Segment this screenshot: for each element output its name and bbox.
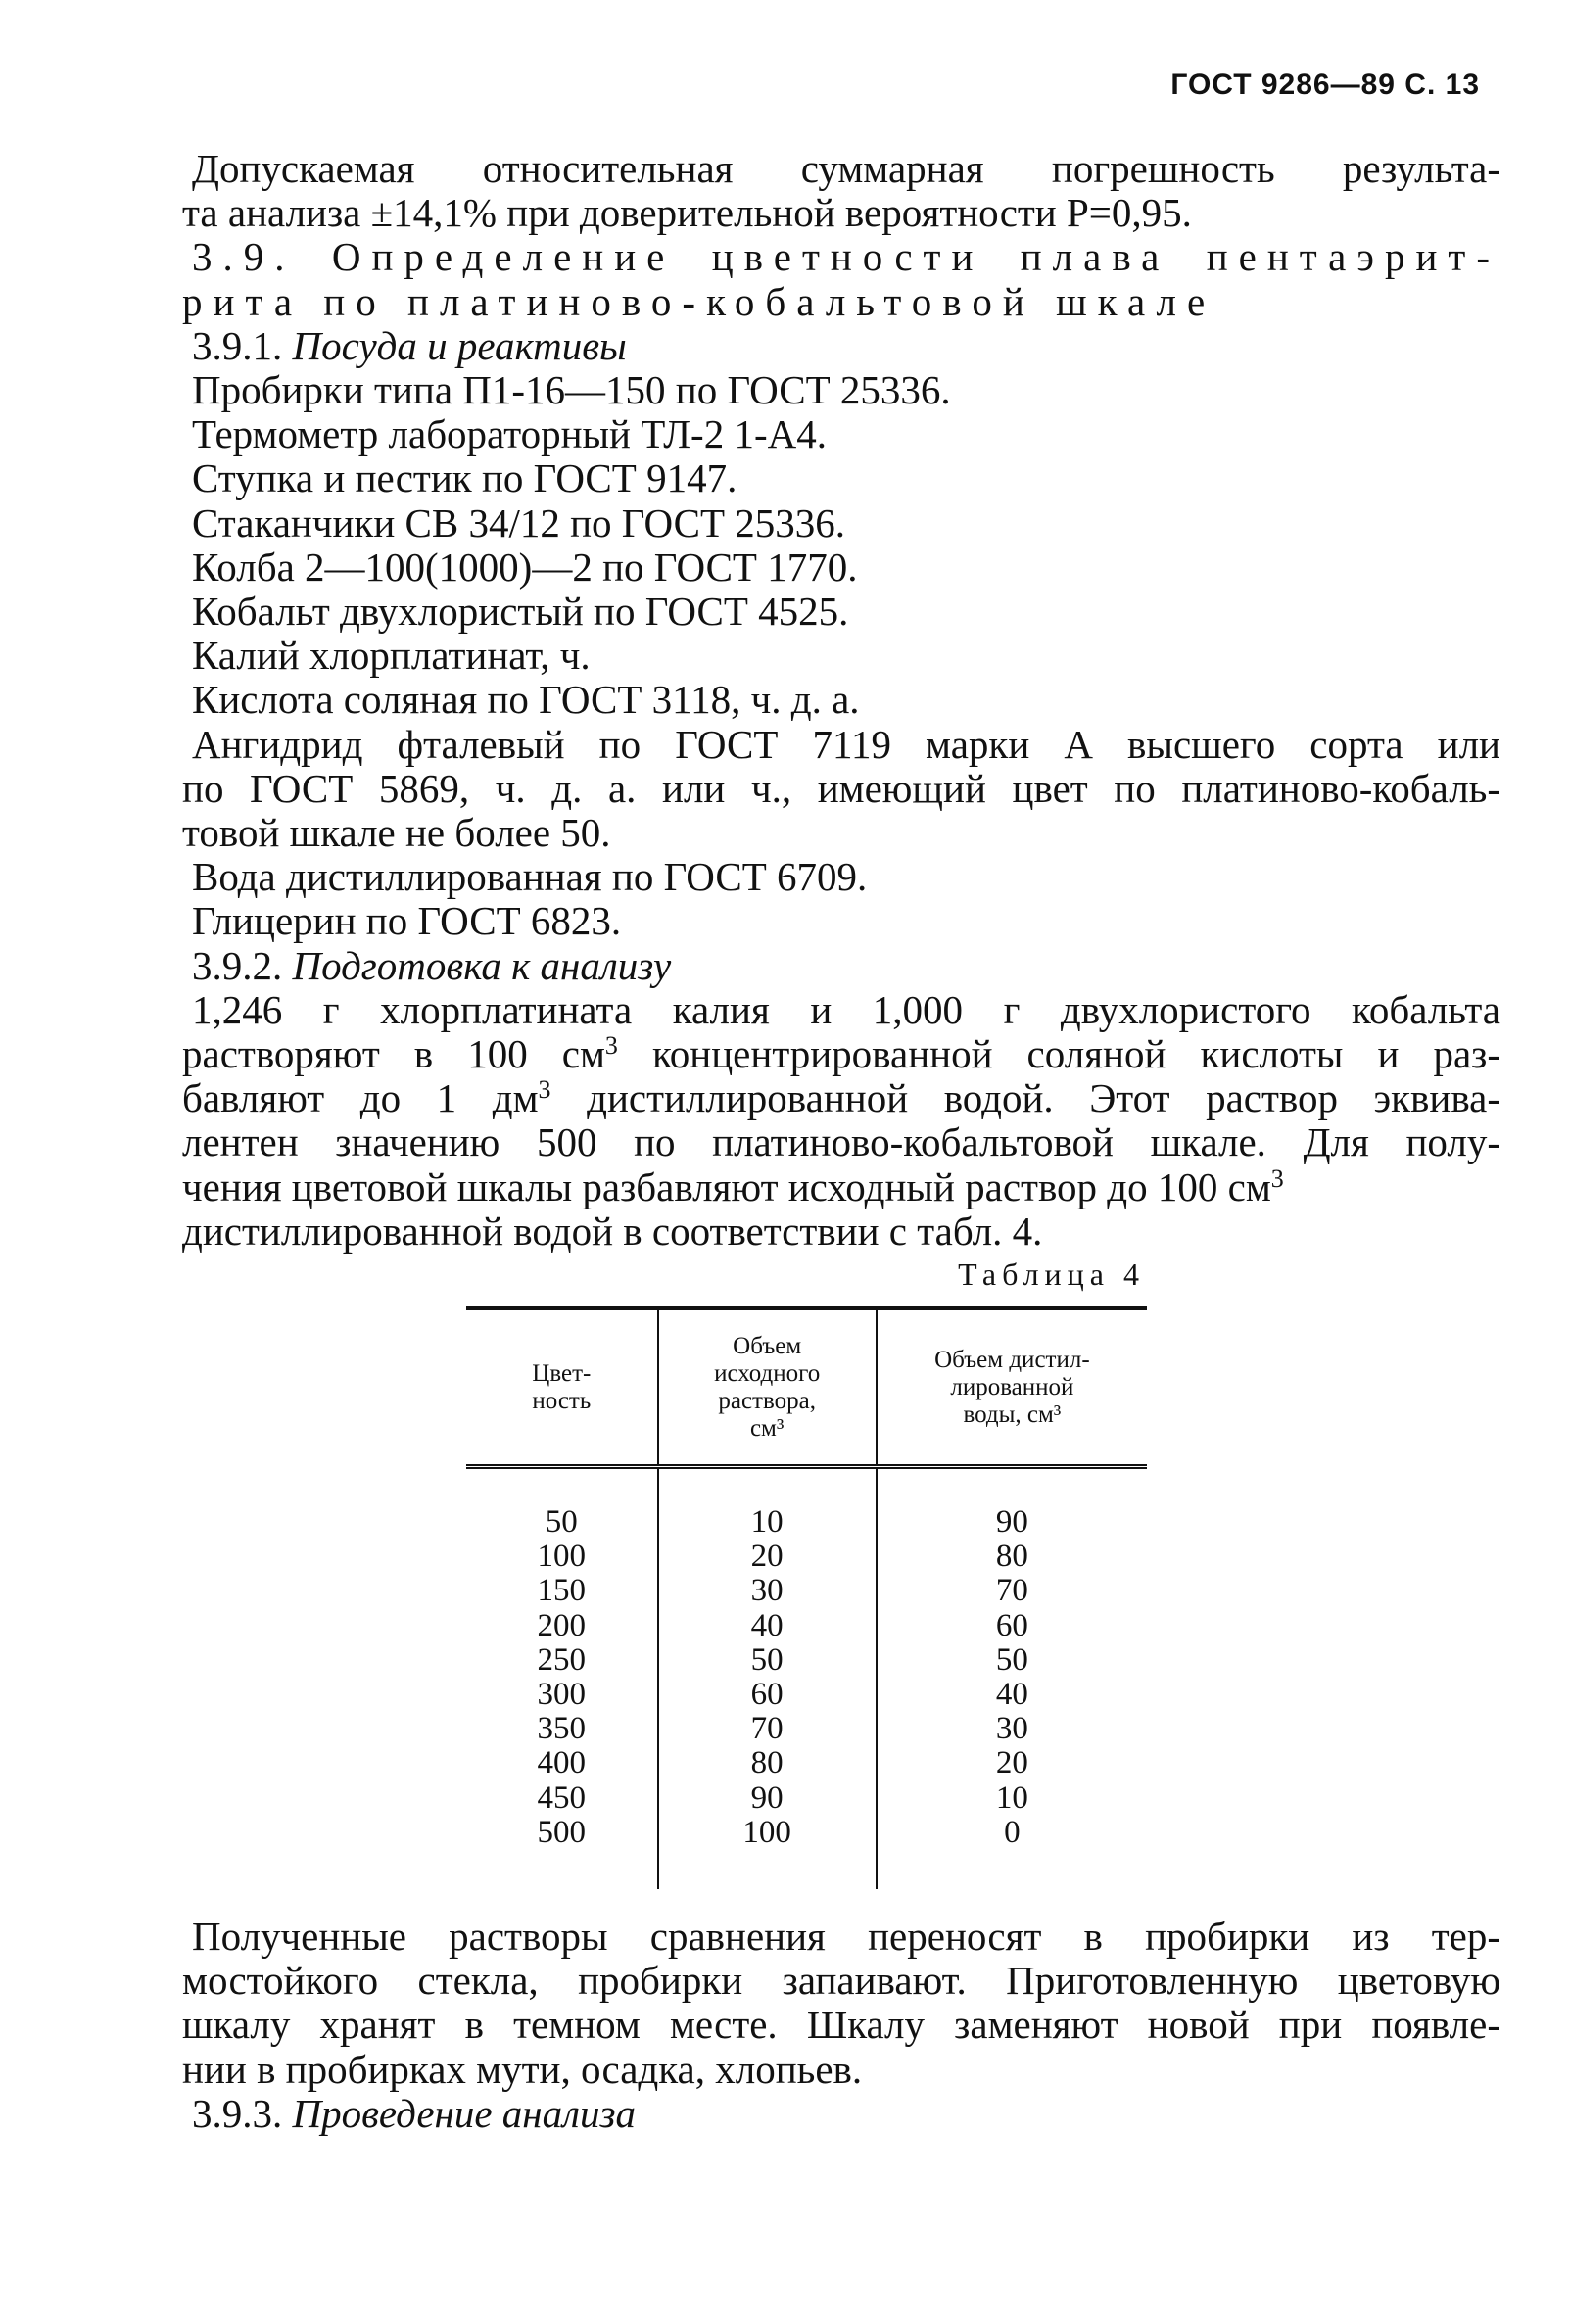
text-line: чения цветовой шкалы разбавляют исходный раствор до 100 $см^3$ bbox=[182, 1163, 1284, 1209]
table-cell: 450 bbox=[537, 1779, 587, 1816]
text-line: бавляют до 1 $дм^3$ дистиллированной водой. Этот раствор эквива- bbox=[182, 1075, 1500, 1121]
table-row bbox=[466, 1678, 1147, 1712]
table-row bbox=[466, 1609, 1147, 1643]
text-line: товой шкале не более 50. bbox=[182, 810, 611, 856]
reagent-item: Ангидрид фталевый по ГОСТ 7119 марки А высшего сорта или bbox=[192, 721, 1500, 767]
subsection-heading bbox=[182, 324, 1500, 368]
reagent-item: Пробирки типа П1-16—150 по ГОСТ 25336. bbox=[192, 367, 951, 413]
document-body-continued bbox=[182, 1915, 1500, 2136]
table-cell: 70 bbox=[658, 1712, 877, 1746]
table-cell: 60 bbox=[877, 1609, 1147, 1643]
table-cell: 20 bbox=[658, 1540, 877, 1574]
table-cell: 10 bbox=[877, 1781, 1147, 1816]
table-cell: 350 bbox=[537, 1711, 587, 1747]
table-row bbox=[466, 1574, 1147, 1608]
table-cell: 100 bbox=[537, 1539, 587, 1575]
reagent-item: Стаканчики СВ 34/12 по ГОСТ 25336. bbox=[192, 499, 845, 545]
table-cell: 60 bbox=[658, 1678, 877, 1712]
reagent-item: Вода дистиллированная по ГОСТ 6709. bbox=[192, 854, 868, 900]
subsection-heading bbox=[182, 944, 1500, 988]
table-row bbox=[466, 1712, 1147, 1746]
document-body bbox=[182, 147, 1500, 1254]
table-cell: 50 bbox=[877, 1643, 1147, 1678]
table-cell: 90 bbox=[658, 1781, 877, 1816]
table-cell: 40 bbox=[658, 1609, 877, 1643]
superscript: 3 bbox=[538, 1075, 551, 1105]
table-cell: 80 bbox=[658, 1746, 877, 1780]
text-line: дистиллированной водой в соответствии с табл. 4. bbox=[182, 1208, 1043, 1254]
table-cell: 20 bbox=[877, 1746, 1147, 1780]
table-cell: 200 bbox=[537, 1607, 587, 1643]
table-cell: 10 bbox=[658, 1467, 877, 1541]
section-heading-line-2: рита по платиново-кобальтовой шкале bbox=[182, 278, 1216, 324]
reagent-item: Кобальт двухлористый по ГОСТ 4525. bbox=[192, 589, 849, 635]
table-row bbox=[466, 1781, 1147, 1816]
table-cell: 300 bbox=[537, 1677, 587, 1713]
table-cell: 500 bbox=[537, 1814, 587, 1850]
text-line: лентен значению 500 по платиново-кобальтовой шкале. Для полу- bbox=[182, 1119, 1500, 1165]
table-cell: 50 bbox=[545, 1504, 578, 1540]
table-cell: 50 bbox=[658, 1643, 877, 1678]
table-header-row bbox=[466, 1308, 1147, 1467]
text-line: та анализа ±14,1% при доверительной вероятности P=0,95. bbox=[182, 190, 1192, 236]
section-heading-line-1: 3.9. Определение цветности плава пентаэрит- bbox=[192, 234, 1500, 280]
subsection-heading bbox=[182, 2092, 1500, 2136]
reagent-item: Глицерин по ГОСТ 6823. bbox=[192, 898, 622, 944]
table-cell: 30 bbox=[877, 1712, 1147, 1746]
color-scale-table bbox=[466, 1306, 1147, 1889]
table-row bbox=[466, 1467, 1147, 1541]
header-initial-solution-volume: Объем исходного раствора, см³ bbox=[658, 1308, 877, 1467]
subsection-number: 3.9.1. bbox=[192, 322, 283, 368]
table-cell: 70 bbox=[877, 1574, 1147, 1608]
table-caption: Таблица 4 bbox=[958, 1257, 1145, 1292]
table-cell: 40 bbox=[877, 1678, 1147, 1712]
reagent-item: Ступка и пестик по ГОСТ 9147. bbox=[192, 455, 737, 501]
superscript: 3 bbox=[1270, 1163, 1284, 1193]
subsection-number: 3.9.2. bbox=[192, 942, 283, 988]
text-line: по ГОСТ 5869, ч. д. а. или ч., имеющий цвет по платиново-кобаль- bbox=[182, 765, 1500, 811]
table-row bbox=[466, 1816, 1147, 1889]
subsection-title: Проведение анализа bbox=[292, 2090, 637, 2136]
reagent-item: Термометр лабораторный ТЛ-2 1-А4. bbox=[192, 411, 827, 457]
reagent-item: Кислота соляная по ГОСТ 3118, ч. д. а. bbox=[192, 677, 860, 723]
table-cell: 0 bbox=[877, 1816, 1147, 1889]
subsection-number: 3.9.3. bbox=[192, 2090, 283, 2136]
subsection-title: Подготовка к анализу bbox=[292, 942, 672, 988]
table-row bbox=[466, 1746, 1147, 1780]
table-cell: 30 bbox=[658, 1574, 877, 1608]
reagent-item: Колба 2—100(1000)—2 по ГОСТ 1770. bbox=[192, 544, 858, 590]
reagent-item: Калий хлорплатинат, ч. bbox=[192, 633, 591, 679]
table-cell: 100 bbox=[658, 1816, 877, 1889]
text-line: мостойкого стекла, пробирки запаивают. Приготовленную цветовую bbox=[182, 1958, 1500, 2004]
subsection-title: Посуда и реактивы bbox=[292, 322, 627, 368]
table-cell: 400 bbox=[537, 1745, 587, 1781]
header-distilled-water-volume: Объем дистил- лированной воды, см³ bbox=[877, 1308, 1147, 1467]
text-line: Допускаемая относительная суммарная погрешность результа- bbox=[192, 146, 1500, 191]
superscript: 3 bbox=[604, 1031, 618, 1061]
text-line: 1,246 г хлорплатината калия и 1,000 г двухлористого кобальта bbox=[192, 986, 1500, 1032]
text-line: нии в пробирках мути, осадка, хлопьев. bbox=[182, 2046, 863, 2092]
table-row bbox=[466, 1643, 1147, 1678]
text-line: растворяют в 100 $см^3$ концентрированной соляной кислоты и раз- bbox=[182, 1031, 1500, 1077]
header-color: Цвет- ность bbox=[466, 1308, 658, 1467]
table-cell: 250 bbox=[537, 1641, 587, 1678]
page-header: ГОСТ 9286—89 С. 13 bbox=[1170, 69, 1480, 101]
table-cell: 80 bbox=[877, 1540, 1147, 1574]
text-line: шкалу хранят в темном месте. Шкалу заменяют новой при появле- bbox=[182, 2002, 1500, 2048]
table-row bbox=[466, 1540, 1147, 1574]
table-cell: 150 bbox=[537, 1573, 587, 1609]
text-line: Полученные растворы сравнения переносят в пробирки из тер- bbox=[192, 1914, 1500, 1959]
table-cell: 90 bbox=[877, 1467, 1147, 1541]
